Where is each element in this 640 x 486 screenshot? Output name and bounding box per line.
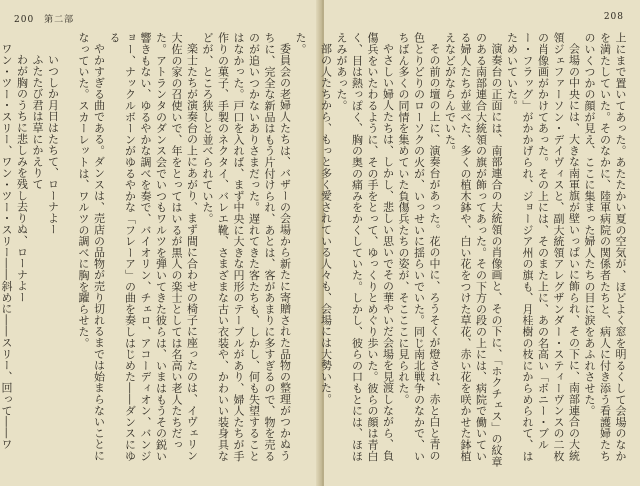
right-page bbox=[319, 0, 640, 486]
paragraph: やかすぎる曲である。ダンスは、売店の品物が売り切れるまでは始まらないことになっていた。スカーレットは、ワルツの調べに胸を躍らせた。 bbox=[77, 32, 106, 462]
paragraph: 演奏台の正面には、南部連合の大統領の肖像画と、その下に、「ホクチェス」の紋章のある南部連合大統領の旗が飾ってあった。その下方の段の上には、病院で働いている婦人たちが並べた、多くの植木鉢や、白い花をつけた草花、赤い花を咲かせた鉢植えなどがならんでいた。 bbox=[443, 32, 503, 467]
song-lyric-line: いつしか月日はたちて、ローナよー bbox=[46, 54, 60, 235]
section-title: 第二部 bbox=[44, 15, 75, 25]
paragraph: 楽士たちが演奏台の上にあがり、まず間に合わせの椅子に座ったのは、イヴェリン大佐の家の召使いで、年をとってはいるが黒人の楽士としては名高い老人たちだった。アトランタのダンス会でいつもワルツを弾いてきた彼らは、いまはもうその鋭い響きもない、ゆるやかな調べを奏で、バイオリン、チェロ、アコーディオン、バンジョー、ナックルボーンがゆるやかな「フレーア」の曲を奏しはじめた――ダンスにゆる bbox=[108, 32, 199, 462]
paragraph: 上にまで置いてあった。あたたかい夏の空気が、ほどよく窓を明るくして会場のなかを満たしていた。そのなかに、陸軍病院の関係者たちと、病人に付き添う看護婦たちのいくつかの顔が見え、ここに集まった婦人たちの目に涙をあふれさせた。 bbox=[583, 32, 627, 462]
left-page-body bbox=[0, 32, 308, 472]
paragraph: ワン・ツー・スリー、ワン・ツー・スリー――斜めに――スリー、回って――ワ bbox=[0, 43, 13, 450]
right-running-head bbox=[604, 12, 630, 22]
paragraph: た。 bbox=[294, 32, 307, 55]
paragraph: その前の壇の上に、演奏台があった。花の中に、ろうそくが燈され、赤と白と青の色とりどりのローソクの火が、いっせいに揺らいでいた。同じ南北戦争のなかで、いちばん多くの同情を集めていた負傷兵たちの姿が、そこここに見られた。 bbox=[397, 32, 441, 462]
paragraph: 部の人たちから、もっと多く愛されている人々も、会場には大勢いた。 bbox=[319, 43, 333, 405]
song-lyric-line: ふたたび君は草にかえりて bbox=[31, 54, 44, 190]
song-lyric-line: わが胸のうちに悲しみを残し去りぬ、ローナよー bbox=[15, 54, 29, 303]
left-running-head bbox=[14, 12, 80, 25]
paragraph: 会場の中央には、大きな南軍旗が壁いっぱいに飾られ、その下に、南部連合の大統領ジェファーソン・デイヴィスと、副大統領アレグザンダー・スティーヴンスの二枚の肖像画がかけてあった。その上には、そのまた上に、あの名高い「ボニー・ブルー・フラッグ」がかかげられ、ジョージア州の旗も、月桂樹の枝にからめられて、はためいていた。 bbox=[505, 32, 581, 462]
right-page-number: 208 bbox=[603, 12, 624, 22]
paragraph: やさしい婦人たちは、しかし、悲しい思いでその華やいだ会場を見渡しながら、負傷兵をいたわるように、その手をとって、ゆっくりとめぐり歩いた。彼らの顔は青白く、目は熱っぽく、胸の奥の痛みをかくしていた。しかし、彼らの口もとには、ほほえみがあった。 bbox=[335, 32, 395, 462]
right-page-body bbox=[319, 32, 628, 472]
left-page-number: 200 bbox=[14, 15, 35, 25]
paragraph: 委員会の老婦人たちは、バザーの会場から新たに寄贈された品物の整理がつかぬうちに、完全な新品はもう片付けられ、あとは、客があまりに多すぎるので、物を売るのが追いつかないありさまだった。遅れてきた客たちも、しかし、何も失望することはなかった。戸口を入れば、まず中央に大きな円形のテーブルがあり、婦人たちが手作りの菓子、手製のネクタイ、バレエ靴、さまざまな古い衣装や、かわいい装身具などが、ところ狭しと並べられていた。 bbox=[201, 32, 292, 462]
